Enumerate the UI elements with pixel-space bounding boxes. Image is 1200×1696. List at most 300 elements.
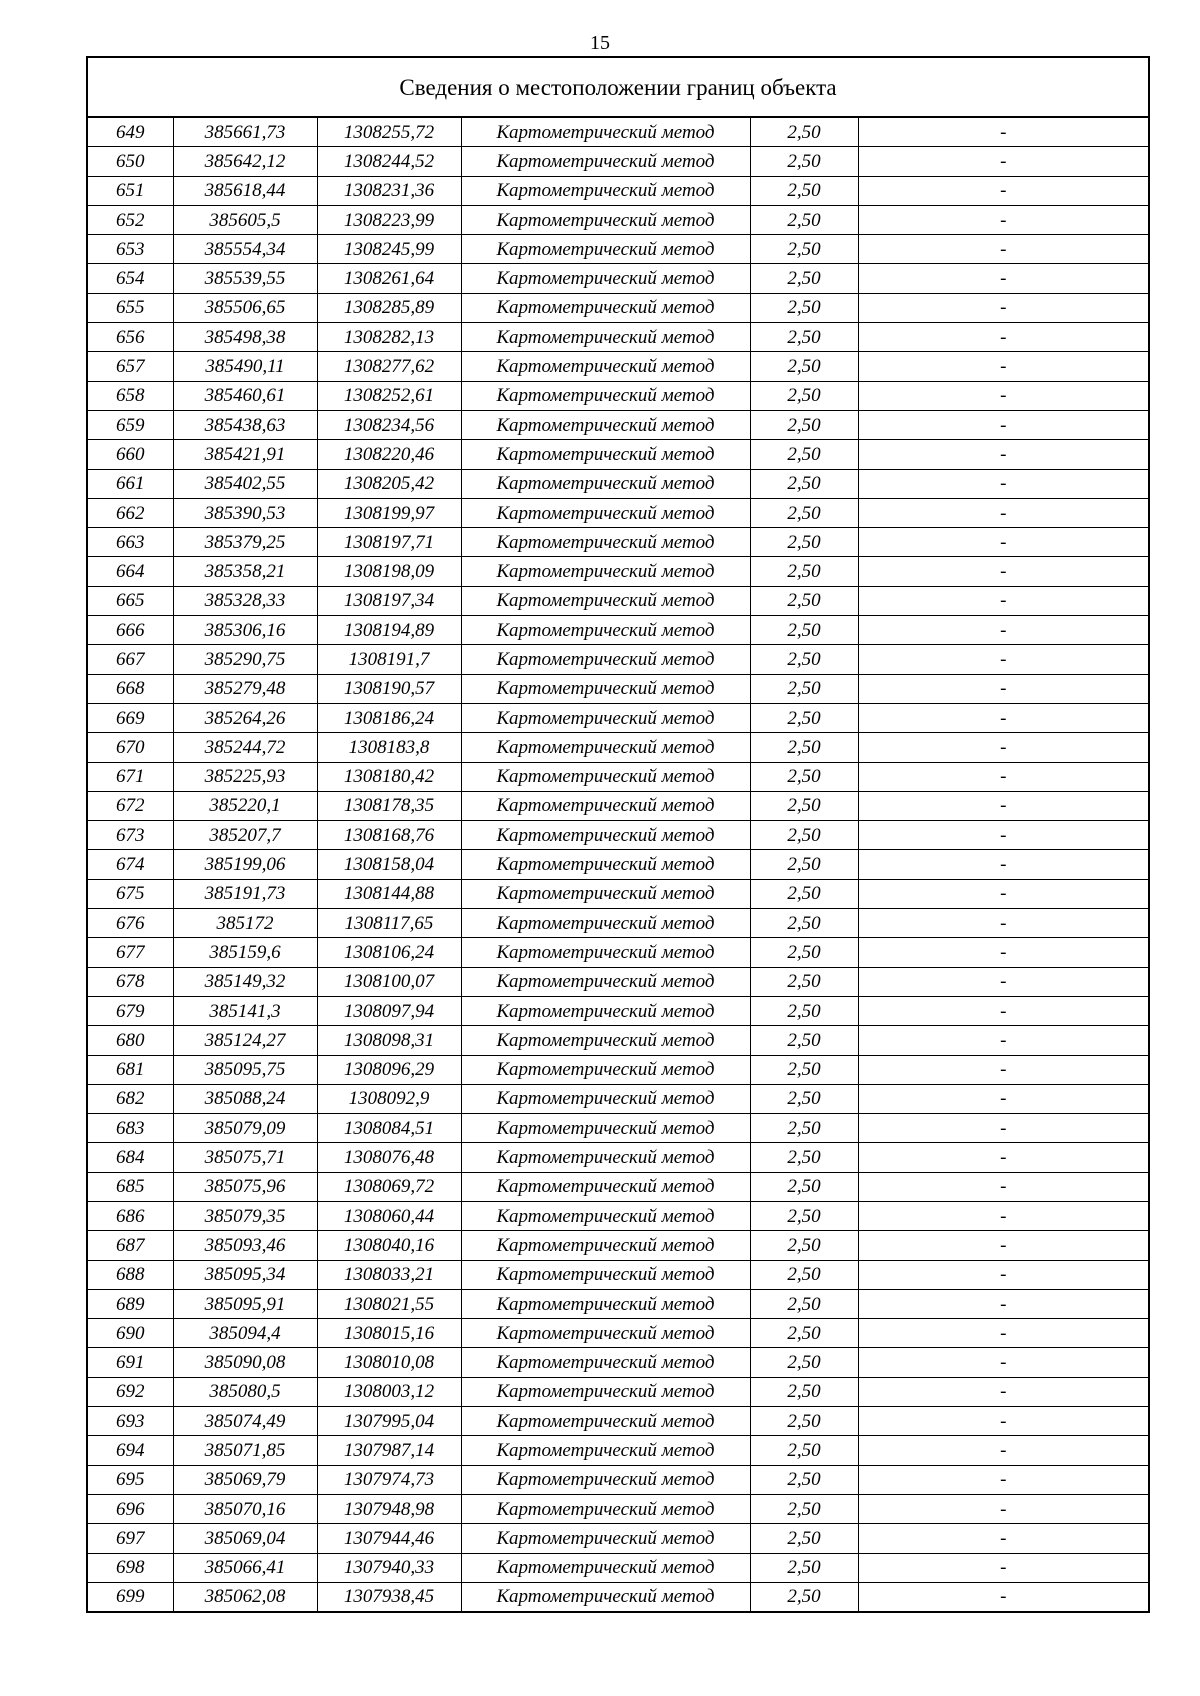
description-cell: - [858, 586, 1148, 615]
table-row [88, 118, 1148, 147]
accuracy-cell: 2,50 [750, 762, 858, 791]
method-cell: Картометрический метод [461, 147, 750, 176]
method-cell: Картометрический метод [461, 176, 750, 205]
description-cell: - [858, 996, 1148, 1025]
accuracy-cell: 2,50 [750, 586, 858, 615]
accuracy-cell: 2,50 [750, 498, 858, 527]
table-row [88, 557, 1148, 586]
description-cell: - [858, 469, 1148, 498]
table-row [88, 586, 1148, 615]
accuracy-cell: 2,50 [750, 235, 858, 264]
x-coordinate-cell: 385225,93 [173, 762, 317, 791]
y-coordinate-cell: 1308168,76 [317, 821, 461, 850]
y-coordinate-cell: 1307974,73 [317, 1465, 461, 1494]
point-number-cell: 666 [88, 616, 173, 645]
point-number-cell: 657 [88, 352, 173, 381]
method-cell: Картометрический метод [461, 1465, 750, 1494]
table-row [88, 909, 1148, 938]
x-coordinate-cell: 385066,41 [173, 1553, 317, 1582]
table-row [88, 1201, 1148, 1230]
description-cell: - [858, 1201, 1148, 1230]
x-coordinate-cell: 385075,71 [173, 1143, 317, 1172]
point-number-cell: 696 [88, 1494, 173, 1523]
table-row [88, 323, 1148, 352]
method-cell: Картометрический метод [461, 498, 750, 527]
description-cell: - [858, 1143, 1148, 1172]
point-number-cell: 667 [88, 645, 173, 674]
accuracy-cell: 2,50 [750, 1348, 858, 1377]
y-coordinate-cell: 1308003,12 [317, 1377, 461, 1406]
description-cell: - [858, 557, 1148, 586]
method-cell: Картометрический метод [461, 1377, 750, 1406]
accuracy-cell: 2,50 [750, 264, 858, 293]
accuracy-cell: 2,50 [750, 733, 858, 762]
table-row [88, 1436, 1148, 1465]
accuracy-cell: 2,50 [750, 205, 858, 234]
method-cell: Картометрический метод [461, 1289, 750, 1318]
y-coordinate-cell: 1308194,89 [317, 616, 461, 645]
x-coordinate-cell: 385199,06 [173, 850, 317, 879]
table-row [88, 1289, 1148, 1318]
method-cell: Картометрический метод [461, 235, 750, 264]
x-coordinate-cell: 385244,72 [173, 733, 317, 762]
method-cell: Картометрический метод [461, 1201, 750, 1230]
x-coordinate-cell: 385074,49 [173, 1407, 317, 1436]
description-cell: - [858, 703, 1148, 732]
table-row [88, 938, 1148, 967]
accuracy-cell: 2,50 [750, 850, 858, 879]
accuracy-cell: 2,50 [750, 1260, 858, 1289]
method-cell: Картометрический метод [461, 118, 750, 147]
method-cell: Картометрический метод [461, 1172, 750, 1201]
x-coordinate-cell: 385421,91 [173, 440, 317, 469]
point-number-cell: 690 [88, 1319, 173, 1348]
point-number-cell: 687 [88, 1231, 173, 1260]
table-row [88, 703, 1148, 732]
x-coordinate-cell: 385402,55 [173, 469, 317, 498]
table-row [88, 1114, 1148, 1143]
x-coordinate-cell: 385079,09 [173, 1114, 317, 1143]
description-cell: - [858, 1582, 1148, 1611]
point-number-cell: 660 [88, 440, 173, 469]
description-cell: - [858, 381, 1148, 410]
x-coordinate-cell: 385062,08 [173, 1582, 317, 1611]
description-cell: - [858, 821, 1148, 850]
y-coordinate-cell: 1308117,65 [317, 909, 461, 938]
method-cell: Картометрический метод [461, 1026, 750, 1055]
table-row [88, 293, 1148, 322]
accuracy-cell: 2,50 [750, 1553, 858, 1582]
table-row [88, 1319, 1148, 1348]
point-number-cell: 658 [88, 381, 173, 410]
y-coordinate-cell: 1308158,04 [317, 850, 461, 879]
point-number-cell: 673 [88, 821, 173, 850]
description-cell: - [858, 909, 1148, 938]
description-cell: - [858, 1553, 1148, 1582]
y-coordinate-cell: 1308244,52 [317, 147, 461, 176]
point-number-cell: 681 [88, 1055, 173, 1084]
table-row [88, 1582, 1148, 1611]
y-coordinate-cell: 1307940,33 [317, 1553, 461, 1582]
point-number-cell: 650 [88, 147, 173, 176]
accuracy-cell: 2,50 [750, 147, 858, 176]
method-cell: Картометрический метод [461, 1260, 750, 1289]
point-number-cell: 678 [88, 967, 173, 996]
x-coordinate-cell: 385149,32 [173, 967, 317, 996]
description-cell: - [858, 147, 1148, 176]
table-row [88, 1084, 1148, 1113]
x-coordinate-cell: 385094,4 [173, 1319, 317, 1348]
point-number-cell: 672 [88, 791, 173, 820]
accuracy-cell: 2,50 [750, 1055, 858, 1084]
method-cell: Картометрический метод [461, 616, 750, 645]
y-coordinate-cell: 1308261,64 [317, 264, 461, 293]
point-number-cell: 689 [88, 1289, 173, 1318]
x-coordinate-cell: 385642,12 [173, 147, 317, 176]
method-cell: Картометрический метод [461, 938, 750, 967]
accuracy-cell: 2,50 [750, 967, 858, 996]
point-number-cell: 664 [88, 557, 173, 586]
accuracy-cell: 2,50 [750, 1319, 858, 1348]
table-row [88, 616, 1148, 645]
point-number-cell: 679 [88, 996, 173, 1025]
method-cell: Картометрический метод [461, 1553, 750, 1582]
accuracy-cell: 2,50 [750, 352, 858, 381]
table-row [88, 1260, 1148, 1289]
method-cell: Картометрический метод [461, 1114, 750, 1143]
method-cell: Картометрический метод [461, 352, 750, 381]
x-coordinate-cell: 385358,21 [173, 557, 317, 586]
description-cell: - [858, 1260, 1148, 1289]
method-cell: Картометрический метод [461, 821, 750, 850]
accuracy-cell: 2,50 [750, 293, 858, 322]
method-cell: Картометрический метод [461, 996, 750, 1025]
accuracy-cell: 2,50 [750, 410, 858, 439]
y-coordinate-cell: 1308220,46 [317, 440, 461, 469]
x-coordinate-cell: 385290,75 [173, 645, 317, 674]
accuracy-cell: 2,50 [750, 791, 858, 820]
method-cell: Картометрический метод [461, 1494, 750, 1523]
method-cell: Картометрический метод [461, 762, 750, 791]
x-coordinate-cell: 385093,46 [173, 1231, 317, 1260]
description-cell: - [858, 762, 1148, 791]
method-cell: Картометрический метод [461, 1319, 750, 1348]
description-cell: - [858, 1084, 1148, 1113]
accuracy-cell: 2,50 [750, 1524, 858, 1553]
y-coordinate-cell: 1308183,8 [317, 733, 461, 762]
x-coordinate-cell: 385379,25 [173, 528, 317, 557]
table-row [88, 821, 1148, 850]
x-coordinate-cell: 385159,6 [173, 938, 317, 967]
accuracy-cell: 2,50 [750, 674, 858, 703]
method-cell: Картометрический метод [461, 586, 750, 615]
table-row [88, 498, 1148, 527]
x-coordinate-cell: 385498,38 [173, 323, 317, 352]
accuracy-cell: 2,50 [750, 938, 858, 967]
x-coordinate-cell: 385095,75 [173, 1055, 317, 1084]
accuracy-cell: 2,50 [750, 879, 858, 908]
method-cell: Картометрический метод [461, 293, 750, 322]
table-row [88, 733, 1148, 762]
method-cell: Картометрический метод [461, 1348, 750, 1377]
x-coordinate-cell: 385069,79 [173, 1465, 317, 1494]
point-number-cell: 699 [88, 1582, 173, 1611]
point-number-cell: 649 [88, 118, 173, 147]
description-cell: - [858, 1377, 1148, 1406]
y-coordinate-cell: 1308069,72 [317, 1172, 461, 1201]
description-cell: - [858, 1407, 1148, 1436]
y-coordinate-cell: 1308084,51 [317, 1114, 461, 1143]
y-coordinate-cell: 1308197,34 [317, 586, 461, 615]
table-row [88, 205, 1148, 234]
x-coordinate-cell: 385605,5 [173, 205, 317, 234]
point-number-cell: 697 [88, 1524, 173, 1553]
point-number-cell: 653 [88, 235, 173, 264]
y-coordinate-cell: 1308285,89 [317, 293, 461, 322]
point-number-cell: 655 [88, 293, 173, 322]
y-coordinate-cell: 1308234,56 [317, 410, 461, 439]
table-row [88, 1143, 1148, 1172]
y-coordinate-cell: 1308282,13 [317, 323, 461, 352]
point-number-cell: 652 [88, 205, 173, 234]
description-cell: - [858, 264, 1148, 293]
accuracy-cell: 2,50 [750, 1289, 858, 1318]
description-cell: - [858, 879, 1148, 908]
table-row [88, 381, 1148, 410]
x-coordinate-cell: 385460,61 [173, 381, 317, 410]
point-number-cell: 654 [88, 264, 173, 293]
method-cell: Картометрический метод [461, 703, 750, 732]
accuracy-cell: 2,50 [750, 1026, 858, 1055]
table-row [88, 967, 1148, 996]
description-cell: - [858, 616, 1148, 645]
point-number-cell: 662 [88, 498, 173, 527]
y-coordinate-cell: 1308277,62 [317, 352, 461, 381]
x-coordinate-cell: 385069,04 [173, 1524, 317, 1553]
method-cell: Картометрический метод [461, 264, 750, 293]
description-cell: - [858, 235, 1148, 264]
y-coordinate-cell: 1308010,08 [317, 1348, 461, 1377]
y-coordinate-cell: 1308106,24 [317, 938, 461, 967]
description-cell: - [858, 410, 1148, 439]
table-row [88, 1348, 1148, 1377]
description-cell: - [858, 1289, 1148, 1318]
x-coordinate-cell: 385070,16 [173, 1494, 317, 1523]
accuracy-cell: 2,50 [750, 645, 858, 674]
method-cell: Картометрический метод [461, 791, 750, 820]
y-coordinate-cell: 1308100,07 [317, 967, 461, 996]
description-cell: - [858, 1524, 1148, 1553]
point-number-cell: 691 [88, 1348, 173, 1377]
method-cell: Картометрический метод [461, 1436, 750, 1465]
table-row [88, 879, 1148, 908]
x-coordinate-cell: 385191,73 [173, 879, 317, 908]
method-cell: Картометрический метод [461, 410, 750, 439]
table-row [88, 850, 1148, 879]
x-coordinate-cell: 385554,34 [173, 235, 317, 264]
x-coordinate-cell: 385095,91 [173, 1289, 317, 1318]
accuracy-cell: 2,50 [750, 616, 858, 645]
y-coordinate-cell: 1308144,88 [317, 879, 461, 908]
x-coordinate-cell: 385079,35 [173, 1201, 317, 1230]
method-cell: Картометрический метод [461, 967, 750, 996]
boundary-table-sheet [86, 56, 1150, 1613]
y-coordinate-cell: 1307938,45 [317, 1582, 461, 1611]
accuracy-cell: 2,50 [750, 118, 858, 147]
description-cell: - [858, 118, 1148, 147]
method-cell: Картометрический метод [461, 909, 750, 938]
method-cell: Картометрический метод [461, 1143, 750, 1172]
y-coordinate-cell: 1308076,48 [317, 1143, 461, 1172]
y-coordinate-cell: 1308098,31 [317, 1026, 461, 1055]
method-cell: Картометрический метод [461, 469, 750, 498]
description-cell: - [858, 528, 1148, 557]
description-cell: - [858, 498, 1148, 527]
coordinates-table [88, 118, 1148, 1611]
x-coordinate-cell: 385539,55 [173, 264, 317, 293]
description-cell: - [858, 1319, 1148, 1348]
method-cell: Картометрический метод [461, 674, 750, 703]
y-coordinate-cell: 1307944,46 [317, 1524, 461, 1553]
x-coordinate-cell: 385088,24 [173, 1084, 317, 1113]
point-number-cell: 661 [88, 469, 173, 498]
accuracy-cell: 2,50 [750, 323, 858, 352]
point-number-cell: 694 [88, 1436, 173, 1465]
point-number-cell: 675 [88, 879, 173, 908]
table-row [88, 1465, 1148, 1494]
x-coordinate-cell: 385328,33 [173, 586, 317, 615]
y-coordinate-cell: 1308245,99 [317, 235, 461, 264]
description-cell: - [858, 323, 1148, 352]
description-cell: - [858, 967, 1148, 996]
accuracy-cell: 2,50 [750, 440, 858, 469]
y-coordinate-cell: 1308252,61 [317, 381, 461, 410]
description-cell: - [858, 176, 1148, 205]
table-row [88, 352, 1148, 381]
method-cell: Картометрический метод [461, 323, 750, 352]
table-row [88, 1407, 1148, 1436]
y-coordinate-cell: 1308223,99 [317, 205, 461, 234]
table-row [88, 645, 1148, 674]
point-number-cell: 693 [88, 1407, 173, 1436]
point-number-cell: 670 [88, 733, 173, 762]
page-number: 15 [590, 32, 610, 54]
accuracy-cell: 2,50 [750, 1407, 858, 1436]
x-coordinate-cell: 385172 [173, 909, 317, 938]
table-row [88, 1055, 1148, 1084]
description-cell: - [858, 1231, 1148, 1260]
description-cell: - [858, 205, 1148, 234]
point-number-cell: 656 [88, 323, 173, 352]
x-coordinate-cell: 385264,26 [173, 703, 317, 732]
x-coordinate-cell: 385661,73 [173, 118, 317, 147]
method-cell: Картометрический метод [461, 205, 750, 234]
description-cell: - [858, 674, 1148, 703]
point-number-cell: 683 [88, 1114, 173, 1143]
x-coordinate-cell: 385124,27 [173, 1026, 317, 1055]
description-cell: - [858, 352, 1148, 381]
y-coordinate-cell: 1308199,97 [317, 498, 461, 527]
point-number-cell: 668 [88, 674, 173, 703]
accuracy-cell: 2,50 [750, 703, 858, 732]
point-number-cell: 663 [88, 528, 173, 557]
table-row [88, 1026, 1148, 1055]
point-number-cell: 685 [88, 1172, 173, 1201]
method-cell: Картометрический метод [461, 1055, 750, 1084]
accuracy-cell: 2,50 [750, 528, 858, 557]
y-coordinate-cell: 1308180,42 [317, 762, 461, 791]
accuracy-cell: 2,50 [750, 1231, 858, 1260]
accuracy-cell: 2,50 [750, 1377, 858, 1406]
point-number-cell: 669 [88, 703, 173, 732]
description-cell: - [858, 1114, 1148, 1143]
accuracy-cell: 2,50 [750, 1465, 858, 1494]
method-cell: Картометрический метод [461, 850, 750, 879]
point-number-cell: 676 [88, 909, 173, 938]
y-coordinate-cell: 1308198,09 [317, 557, 461, 586]
point-number-cell: 665 [88, 586, 173, 615]
accuracy-cell: 2,50 [750, 381, 858, 410]
x-coordinate-cell: 385095,34 [173, 1260, 317, 1289]
y-coordinate-cell: 1308060,44 [317, 1201, 461, 1230]
y-coordinate-cell: 1308186,24 [317, 703, 461, 732]
accuracy-cell: 2,50 [750, 1084, 858, 1113]
x-coordinate-cell: 385279,48 [173, 674, 317, 703]
x-coordinate-cell: 385618,44 [173, 176, 317, 205]
x-coordinate-cell: 385506,65 [173, 293, 317, 322]
point-number-cell: 698 [88, 1553, 173, 1582]
y-coordinate-cell: 1308205,42 [317, 469, 461, 498]
y-coordinate-cell: 1308255,72 [317, 118, 461, 147]
description-cell: - [858, 938, 1148, 967]
point-number-cell: 682 [88, 1084, 173, 1113]
accuracy-cell: 2,50 [750, 469, 858, 498]
accuracy-cell: 2,50 [750, 1114, 858, 1143]
table-row [88, 1377, 1148, 1406]
y-coordinate-cell: 1308021,55 [317, 1289, 461, 1318]
description-cell: - [858, 850, 1148, 879]
description-cell: - [858, 1348, 1148, 1377]
description-cell: - [858, 1436, 1148, 1465]
table-row [88, 1524, 1148, 1553]
table-row [88, 147, 1148, 176]
accuracy-cell: 2,50 [750, 176, 858, 205]
table-title: Сведения о местоположении границ объекта [88, 58, 1148, 118]
description-cell: - [858, 440, 1148, 469]
accuracy-cell: 2,50 [750, 1436, 858, 1465]
point-number-cell: 688 [88, 1260, 173, 1289]
method-cell: Картометрический метод [461, 381, 750, 410]
point-number-cell: 674 [88, 850, 173, 879]
x-coordinate-cell: 385071,85 [173, 1436, 317, 1465]
method-cell: Картометрический метод [461, 1231, 750, 1260]
accuracy-cell: 2,50 [750, 996, 858, 1025]
point-number-cell: 684 [88, 1143, 173, 1172]
x-coordinate-cell: 385220,1 [173, 791, 317, 820]
method-cell: Картометрический метод [461, 440, 750, 469]
description-cell: - [858, 1465, 1148, 1494]
y-coordinate-cell: 1307987,14 [317, 1436, 461, 1465]
table-row [88, 1231, 1148, 1260]
y-coordinate-cell: 1308033,21 [317, 1260, 461, 1289]
x-coordinate-cell: 385390,53 [173, 498, 317, 527]
point-number-cell: 659 [88, 410, 173, 439]
y-coordinate-cell: 1308015,16 [317, 1319, 461, 1348]
y-coordinate-cell: 1308178,35 [317, 791, 461, 820]
method-cell: Картометрический метод [461, 1407, 750, 1436]
y-coordinate-cell: 1308092,9 [317, 1084, 461, 1113]
y-coordinate-cell: 1307948,98 [317, 1494, 461, 1523]
